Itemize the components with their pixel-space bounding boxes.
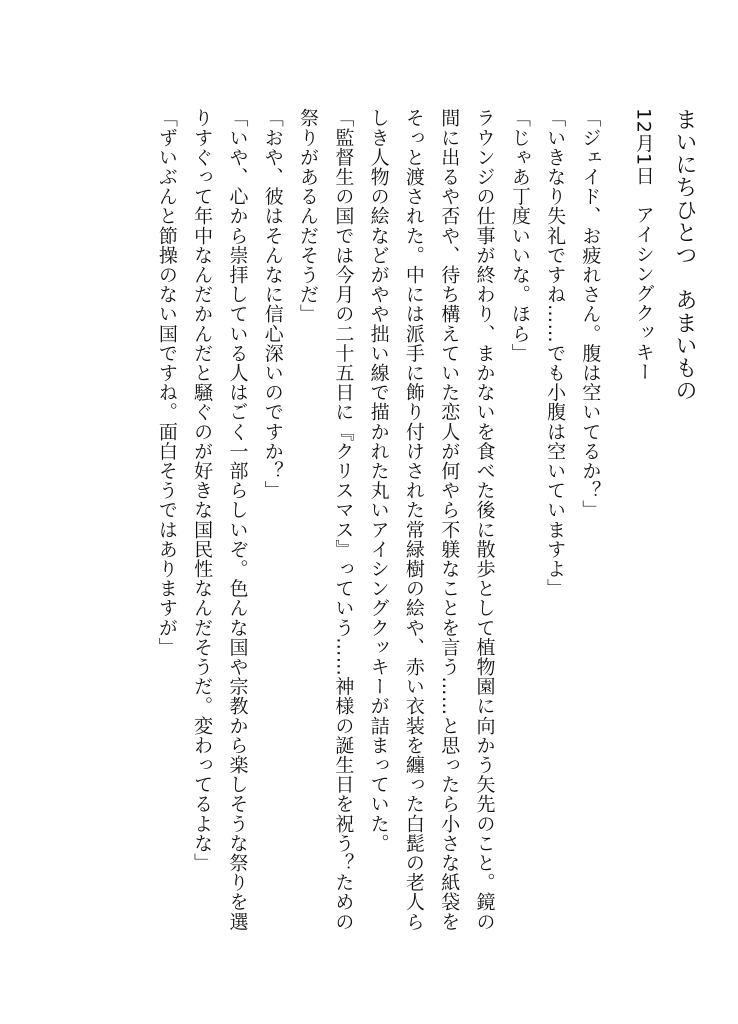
paragraph-5: 「監督生の国では今月の二十五日に『クリスマス』っていう……神様の誕生日を祝う？ための祭りがあるんだそうだ」 [297,108,355,932]
vertical-text-block [149,108,702,948]
paragraph-1: 「ジェイド、お疲れさん。腹は空いてるか？」 [579,108,602,520]
document-subtitle: 12月1日 アイシングクッキー [632,108,655,382]
paragraph-8: 「ずいぶんと節操のない国ですね。面白そうではありますが」 [155,108,178,657]
document-title: まいにちひとつ あまいもの [672,108,697,402]
paragraph-2: 「いきなり失礼ですね……でも小腹は空いていますよ」 [544,108,567,598]
paragraph-4: ラウンジの仕事が終わり、まかないを食べた後に散歩として植物園に向かう矢先のこと。鏡の間に出るや否や、待ち構えていた恋人が何やら不躾なことを言う……と思ったら小さな紙袋をそっと渡された。中には派手に飾り付けされた常緑樹の絵や、赤い衣装を纏った白髭の老人らしき人物の絵などがやや拙い線で描かれた丸いアイシングクッキーが詰まっていた。 [367,108,496,932]
paragraph-3: 「じゃあ丁度いいな。ほら」 [508,108,531,363]
title-spacer [607,108,625,948]
paragraph-6: 「おや、彼はそんなに信心深いのですか？」 [261,108,284,500]
paragraph-7: 「いや、心から崇拝している人はごく一部らしいぞ。色んな国や宗教から楽しそうな祭りを選りすぐって年中なんだかんだと騒ぐのが好きな国民性なんだそうだ。変わってるよな」 [191,108,249,932]
